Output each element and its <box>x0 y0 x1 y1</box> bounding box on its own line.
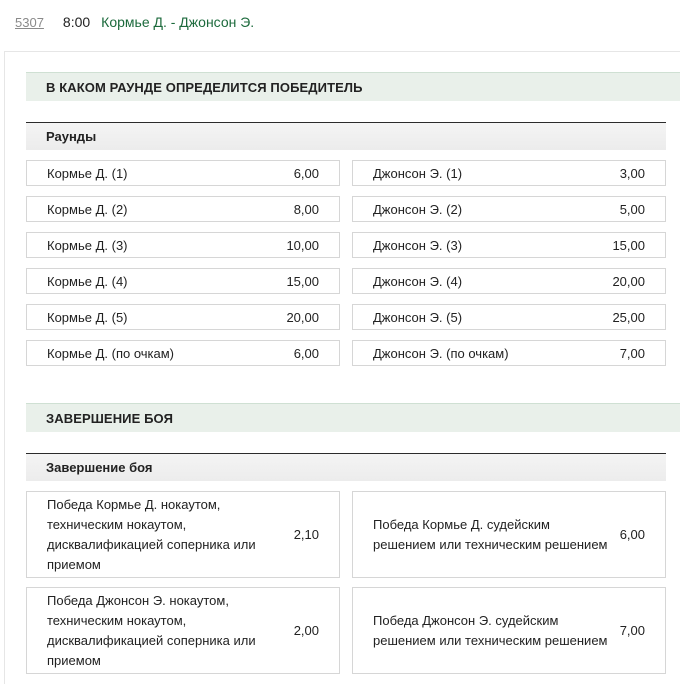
odd-button[interactable] <box>26 268 340 294</box>
odd-value: 5,00 <box>619 201 645 217</box>
odd-button[interactable] <box>26 232 340 258</box>
odd-value: 2,10 <box>293 527 319 542</box>
odd-button[interactable] <box>26 587 340 674</box>
odd-button[interactable] <box>352 196 666 222</box>
subheader-title: Раунды <box>46 129 97 144</box>
odd-label: Джонсон Э. (5) <box>373 309 463 325</box>
odd-value: 10,00 <box>286 237 319 253</box>
odd-value: 15,00 <box>612 237 645 253</box>
odd-value: 6,00 <box>293 345 319 361</box>
odd-label: Победа Джонсон Э. судейским решением или техническим решением <box>373 612 608 648</box>
odd-button[interactable] <box>352 304 666 330</box>
odd-label: Кормье Д. (по очкам) <box>47 345 175 361</box>
odd-label: Победа Джонсон Э. нокаутом, техническим нокаутом, дисквалификацией соперника или приемом <box>47 592 256 668</box>
odd-label: Джонсон Э. (3) <box>373 237 463 253</box>
section-title: ЗАВЕРШЕНИЕ БОЯ <box>46 410 174 426</box>
odd-button[interactable] <box>26 196 340 222</box>
odd-label: Джонсон Э. (2) <box>373 201 463 217</box>
event-header <box>0 0 680 44</box>
odd-button[interactable] <box>26 491 340 578</box>
odd-label: Кормье Д. (5) <box>47 309 128 325</box>
odd-label: Победа Кормье Д. нокаутом, техническим нокаутом, дисквалификацией соперника или приемом <box>47 496 256 572</box>
section-header-fight-end[interactable] <box>26 403 680 432</box>
subheader-title: Завершение боя <box>46 460 153 475</box>
odd-button[interactable] <box>26 304 340 330</box>
odd-label: Джонсон Э. (1) <box>373 165 463 181</box>
odd-value: 6,00 <box>619 527 645 542</box>
odd-button[interactable] <box>352 160 666 186</box>
odd-value: 8,00 <box>293 201 319 217</box>
event-time: 8:00 <box>62 14 91 30</box>
odd-value: 15,00 <box>286 273 319 289</box>
odd-button[interactable] <box>352 268 666 294</box>
odd-value: 20,00 <box>612 273 645 289</box>
odd-value: 7,00 <box>619 345 645 361</box>
odd-button[interactable] <box>26 160 340 186</box>
odd-button[interactable] <box>352 340 666 366</box>
odd-label: Джонсон Э. (по очкам) <box>373 345 509 361</box>
odd-button[interactable] <box>352 491 666 578</box>
odd-label: Кормье Д. (1) <box>47 165 128 181</box>
odd-button[interactable] <box>352 232 666 258</box>
event-id-link[interactable]: 5307 <box>15 14 44 30</box>
subheader-fight-end <box>26 453 666 481</box>
subheader-rounds <box>26 122 666 150</box>
odd-label: Джонсон Э. (4) <box>373 273 463 289</box>
odd-value: 6,00 <box>293 165 319 181</box>
odd-value: 25,00 <box>612 309 645 325</box>
event-title-link[interactable]: Кормье Д. - Джонсон Э. <box>101 14 255 30</box>
odd-value: 7,00 <box>619 623 645 638</box>
section-title: В КАКОМ РАУНДЕ ОПРЕДЕЛИТСЯ ПОБЕДИТЕЛЬ <box>46 79 363 95</box>
odd-label: Кормье Д. (3) <box>47 237 128 253</box>
odd-button[interactable] <box>352 587 666 674</box>
section-header-winner-round[interactable] <box>26 72 680 101</box>
odd-value: 3,00 <box>619 165 645 181</box>
odd-value: 20,00 <box>286 309 319 325</box>
odd-label: Кормье Д. (4) <box>47 273 128 289</box>
markets-panel <box>4 51 680 684</box>
odd-button[interactable] <box>26 340 340 366</box>
odd-label: Победа Кормье Д. судейским решением или техническим решением <box>373 516 608 552</box>
odd-value: 2,00 <box>293 623 319 638</box>
odd-label: Кормье Д. (2) <box>47 201 128 217</box>
